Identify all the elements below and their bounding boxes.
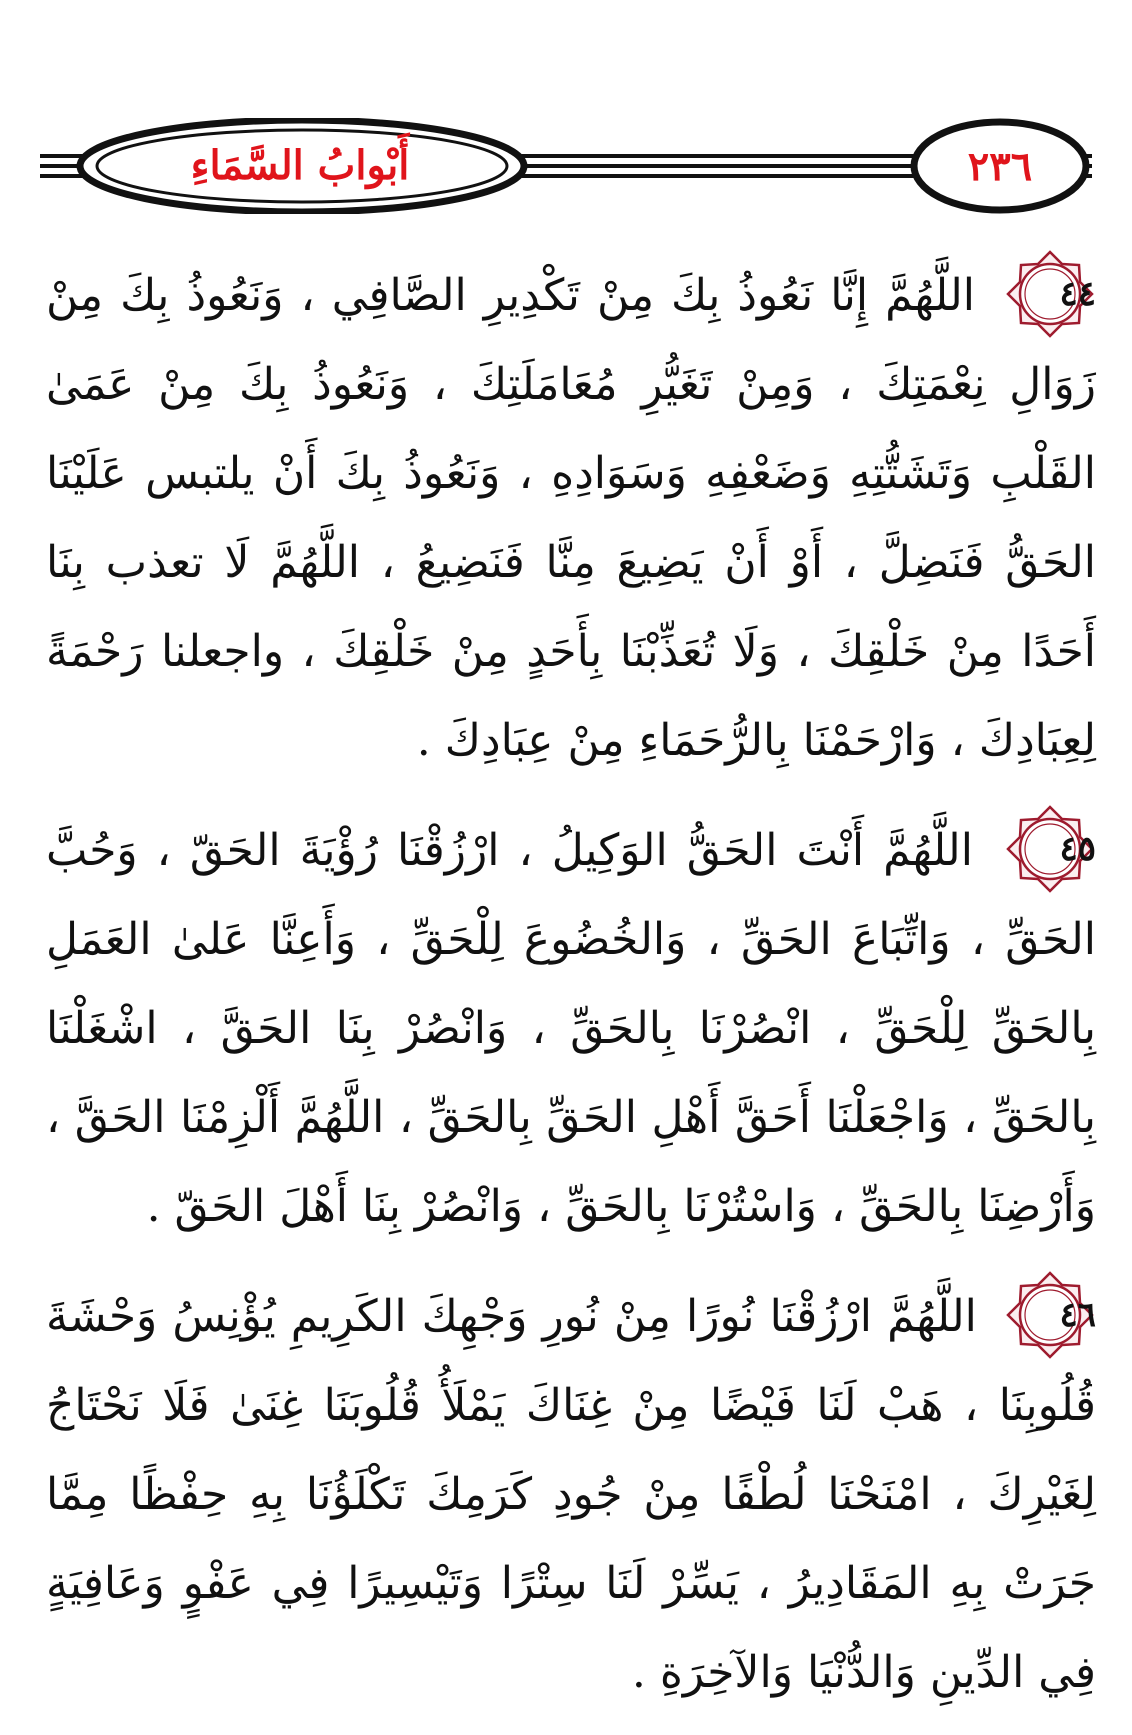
- number-badge: [1004, 248, 1096, 340]
- paragraph-number: ٤٥: [1059, 829, 1096, 869]
- number-badge: [1004, 803, 1096, 895]
- paragraph-text: اللَّهُمَّ ارْزُقْنَا نُورًا مِنْ نُورِ وَجْهِكَ الكَرِيمِ يُؤْنِسُ وَحْشَةَ قُلُوبِنَا ، هَبْ لَنَا فَيْضًا مِنْ غِنَاكَ يَمْلَأُ قُلُوبَنَا غِنَىٰ فَلَا نَحْتَاجُ لِغَيْرِكَ ، امْنَحْنَا لُطْفًا مِنْ جُودِ كَرَمِكَ تَكْلَؤُنَا بِهِ حِفْظًا مِمَّا جَرَتْ بِهِ المَقَادِيرُ ، يَسِّرْ لَنَا سِتْرًا وَتَيْسِيرًا فِي عَفْوٍ وَعَافِيَةٍ فِي الدِّينِ وَالدُّنْيَا وَالآخِرَةِ .: [46, 1291, 1096, 1698]
- number-badge: [1004, 1269, 1096, 1361]
- page-number: ٢٣٦: [967, 143, 1033, 190]
- page-header: [40, 118, 1092, 214]
- page-title: أَبْوابُ السَّمَاءِ: [190, 142, 410, 189]
- paragraph-44: [46, 248, 1096, 785]
- paragraph-46: [46, 1269, 1096, 1717]
- paragraph-text: اللَّهُمَّ أَنْتَ الحَقُّ الوَكِيلُ ، ارْزُقْنَا رُؤْيَةَ الحَقّ ، وَحُبَّ الحَقِّ ، وَاتِّبَاعَ الحَقِّ ، وَالخُضُوعَ لِلْحَقِّ ، وَأَعِنَّا عَلىٰ العَمَلِ بِالحَقِّ لِلْحَقِّ ، انْصُرْنَا بِالحَقِّ ، وَانْصُرْ بِنَا الحَقَّ ، اشْغَلْنَا بِالحَقِّ ، وَاجْعَلْنَا أَحَقَّ أَهْلِ الحَقِّ بِالحَقِّ ، اللَّهُمَّ أَلْزِمْنَا الحَقَّ ، وَأَرْضِنَا بِالحَقِّ ، وَاسْتُرْنَا بِالحَقِّ ، وَانْصُرْ بِنَا أَهْلَ الحَقّ .: [46, 825, 1096, 1232]
- paragraph-45: [46, 803, 1096, 1251]
- page-content: [46, 248, 1096, 1735]
- paragraph-number: ٤٤: [1059, 274, 1096, 314]
- paragraph-number: ٤٦: [1059, 1295, 1096, 1335]
- paragraph-text: اللَّهُمَّ إِنَّا نَعُوذُ بِكَ مِنْ تَكْدِيرِ الصَّافِي ، وَنَعُوذُ بِكَ مِنْ زَوَالِ نِعْمَتِكَ ، وَمِنْ تَغَيُّرِ مُعَامَلَتِكَ ، وَنَعُوذُ بِكَ مِنْ عَمَىٰ القَلْبِ وَتَشَتُّتِهِ وَضَعْفِهِ وَسَوَادِهِ ، وَنَعُوذُ بِكَ أَنْ يلتبس عَلَيْنَا الحَقُّ فَنَضِلَّ ، أَوْ أَنْ يَضِيعَ مِنَّا فَنَضِيعُ ، اللَّهُمَّ لَا تعذب بِنَا أَحَدًا مِنْ خَلْقِكَ ، وَلَا تُعَذِّبْنَا بِأَحَدٍ مِنْ خَلْقِكَ ، واجعلنا رَحْمَةً لِعِبَادِكَ ، وَارْحَمْنَا بِالرُّحَمَاءِ مِنْ عِبَادِكَ .: [46, 270, 1096, 766]
